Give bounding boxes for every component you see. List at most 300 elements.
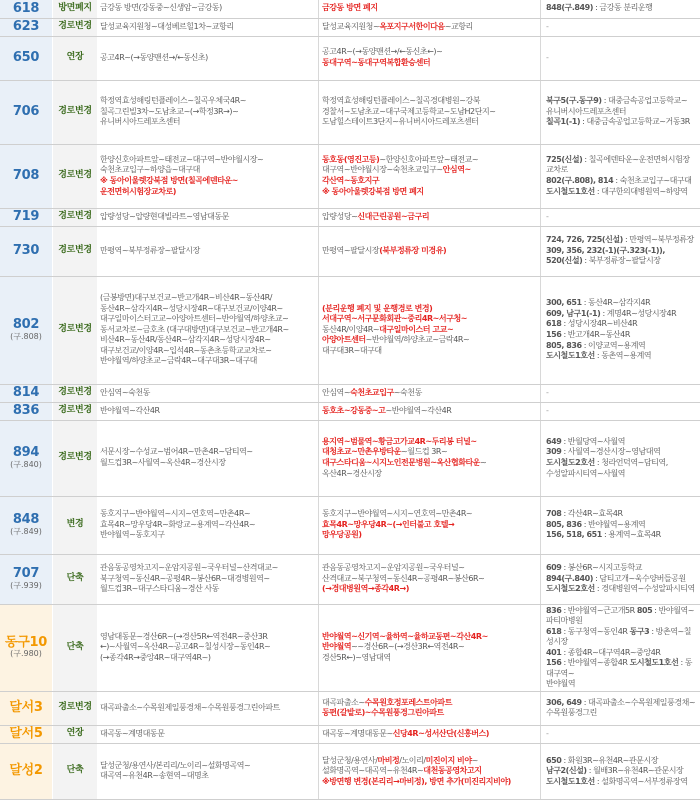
alternative-route-section: : 만평역~북부정류장 (623, 235, 694, 244)
alternative-route-section: : 반야월역~파티마병원 (546, 606, 694, 626)
change-type-cell: 변경 (53, 496, 98, 554)
route-highlight-text: 마비정 (377, 756, 399, 765)
current-route-cell (97, 725, 319, 743)
route-text: 동호지구~반야월역~시지~연호역~만촌4R~ (322, 509, 472, 518)
current-route-cell (97, 0, 319, 18)
alternative-routes-cell (541, 604, 700, 691)
route-text: ~교항리 (445, 22, 473, 31)
changed-route-cell (319, 18, 541, 36)
route-number: 707 (0, 567, 52, 581)
alternative-route-section: : 동촌역~용계역 (595, 351, 651, 360)
route-highlight-text: 반야월역 (322, 642, 351, 651)
table-row (0, 208, 700, 226)
change-type-cell: 경로변경 (53, 691, 98, 725)
route-text: ←)~사월역~옥산4R~공고4R~칠성시장~동인4R~ (100, 642, 270, 651)
current-route-cell (97, 276, 319, 384)
alternative-route-name: 836 (546, 606, 561, 615)
alternative-routes-cell (541, 554, 700, 604)
alternative-route-section: : 반야월역~용계역 (582, 520, 646, 529)
route-former-number: (구.808) (0, 333, 52, 342)
route-text: 서문시장~수성교~범어4R~만촌4R~담티역~ (100, 447, 253, 456)
alternative-route-name: 724, 726, 725(신설) (546, 235, 623, 244)
route-text: 옥산4R~경산시장 (322, 469, 382, 478)
table-row (0, 554, 700, 604)
alternative-route-section: : 반야월역~종합4R (561, 658, 629, 667)
alternative-routes-cell (541, 144, 700, 208)
route-highlight-text: 금강동 방면 폐지 (322, 3, 378, 12)
route-text: 관음동공영차고지~운암지공원~국우터널~ (322, 563, 464, 572)
alternative-routes-cell (541, 80, 700, 144)
alternative-route-name: 609, 남구1(-1) (546, 309, 600, 318)
alternative-route-section: : 대곡파출소~수목원제일풍경채~ (582, 698, 696, 707)
alternative-routes-cell (541, 725, 700, 743)
route-text: 숙천초교입구~하양읍~대구대 (100, 165, 200, 174)
changed-route-cell (319, 725, 541, 743)
route-highlight-text: 동호동(영진고등) (322, 155, 379, 164)
route-text: 안심역~숙천동 (100, 388, 150, 397)
change-type-cell: 방면폐지 (53, 0, 98, 18)
alternative-route-section: : 월배3R~유천4R~관문시장 (587, 766, 684, 775)
change-type-cell: 경로변경 (53, 208, 98, 226)
alternative-routes-cell (541, 18, 700, 36)
alternative-route-name: 894(구.840) (546, 574, 593, 583)
alternative-route-name: 650 (546, 756, 561, 765)
alternative-route-name: 156 (546, 330, 561, 339)
alternative-route-section: : 숙천초교입구~대구대 (613, 176, 691, 185)
change-type-cell: 단축 (53, 604, 98, 691)
route-number-cell (0, 208, 53, 226)
route-highlight-text: 반야월역~신기역~율하역~율하교동편~ (322, 632, 456, 641)
alternative-route-name: 649 (546, 437, 561, 446)
change-type-cell: 경로변경 (53, 80, 98, 144)
alternative-route-name: 802(구.808), 814 (546, 176, 613, 185)
route-text: (→종각4R→중앙4R~대구역4R~) (100, 653, 211, 662)
current-route-cell (97, 18, 319, 36)
route-highlight-text: 용지역~범물역~황금고가교4R~두리봉 터널~ (322, 437, 477, 446)
table-row (0, 36, 700, 80)
route-text: 달성교육지원청~대성베르힐1차~교항리 (100, 22, 234, 31)
route-text: 월드컵3R~대구스타디움~경산 사동 (100, 584, 219, 593)
alternative-route-name: 708 (546, 509, 561, 518)
route-highlight-text: ※ 동아아울렛강북점 방면 폐지 (322, 187, 424, 196)
table-row (0, 604, 700, 691)
route-text: 동호지구~반야월역~시지~연호역~만촌4R~ (100, 509, 250, 518)
table-row (0, 725, 700, 743)
route-text: 학정역효성해링턴플레이스~칠곡경대병원~강북 (322, 96, 480, 105)
table-row (0, 402, 700, 420)
alternative-route-section: : 담티고개~욱수양버들공원 (593, 574, 686, 583)
alternative-route-section: : 종합4R~대구역4R~중앙4R (561, 648, 660, 657)
table-row (0, 276, 700, 384)
route-number: 706 (0, 105, 52, 119)
current-route-cell (97, 604, 319, 691)
route-text: ~숙천동 (394, 388, 422, 397)
route-highlight-text: 옥포지구서한이다음 (379, 22, 445, 31)
route-text: 비산4R~동산4R/동산4R~삼각지4R~성당시장4R~ (100, 335, 271, 344)
route-number: 730 (0, 244, 52, 258)
route-highlight-text: 각산역~동호지구 (322, 176, 379, 185)
current-route-cell (97, 554, 319, 604)
route-highlight-text: 미진이지 비야 (426, 756, 472, 765)
alternative-route-name: 805 (637, 606, 652, 615)
route-text: 산격대교~북구청역~동신4R~공평4R~봉산6R~ (322, 574, 484, 583)
route-text: 대곡파출소~ (322, 698, 365, 707)
route-highlight-text: (북부정류장 미경유) (379, 246, 446, 255)
route-text: 칠곡그린빌3차~도남초교~(→학정3R→)~ (100, 107, 238, 116)
current-route-cell (97, 36, 319, 80)
table-row (0, 18, 700, 36)
route-highlight-text: ※방면행 변경(본리리→마비정), 방면 추가(미진리지비야) (322, 777, 511, 786)
alternative-routes-cell (541, 420, 700, 496)
route-highlight-text: (분리운행 폐지 및 운행경로 변경) (322, 304, 432, 313)
route-number: 814 (0, 386, 52, 400)
changed-route-cell (319, 496, 541, 554)
route-text: 도남힐스테이트3단지~유니버시아드레포츠센터 (322, 117, 478, 126)
alternative-route-name: 306, 649 (546, 698, 582, 707)
alternative-route-section: : 금강동 분리운행 (593, 3, 652, 12)
route-highlight-text: ※ 동아이울렛강북점 방면(칠곡에덴타운~ (100, 176, 238, 185)
route-highlight-text: 대구일마이스터 고교~ (379, 325, 453, 334)
alternative-route-name: 도시철도1호선 (630, 658, 679, 667)
alternative-routes-cell (541, 276, 700, 384)
changed-route-cell (319, 226, 541, 276)
route-highlight-text: 운전면허시험장교차로) (100, 187, 176, 196)
changed-route-cell (319, 80, 541, 144)
route-text: 동서교차로~금호초 (대구대방면)대구보건교~반고개4R~ (100, 325, 289, 334)
route-highlight-text: 효목4R~망우당4R~(→인터불고 호텔→ (322, 520, 454, 529)
route-text: 경산5R←)~영남대역 (322, 653, 391, 662)
table-row (0, 144, 700, 208)
route-number: 650 (0, 51, 52, 65)
route-text: 달성군청/용연사/본리리/노이리~설화명곡역~ (100, 761, 250, 770)
alternative-route-name: 401 (546, 648, 561, 657)
table-row (0, 420, 700, 496)
change-type-cell: 경로변경 (53, 226, 98, 276)
alternative-route-section: : 대구한의대병원역~하양역 (595, 187, 688, 196)
route-former-number: (구.980) (0, 650, 52, 659)
alternative-route-name: 동구3 (630, 627, 650, 636)
route-text: 유니버시아드레포츠센터 (100, 117, 180, 126)
changed-route-cell (319, 144, 541, 208)
route-highlight-text: 신대근린공원~금구리 (357, 212, 429, 221)
route-number: 동구10 (0, 636, 52, 650)
change-type-cell: 경로변경 (53, 384, 98, 402)
table-row (0, 496, 700, 554)
route-number: 623 (0, 20, 52, 34)
route-number-cell (0, 0, 53, 18)
alternative-route-section: : 경대병원역~수성알파시티역 (595, 584, 695, 593)
route-text: 영남대동문~경산6R~(→경산5R←역전4R~중산3R (100, 632, 268, 641)
alternative-route-name: 도시철도1호선 (546, 351, 595, 360)
route-text: 효목4R~망우당4R~화랑교~용계역~각산4R~ (100, 520, 255, 529)
alternative-routes-cell (541, 0, 700, 18)
changed-route-cell (319, 554, 541, 604)
route-text: 학정역효성해링턴플레이스~칠곡우체국4R~ (100, 96, 246, 105)
route-number-cell (0, 604, 53, 691)
alternative-route-section: : 사월역~경산시장~영남대역 (561, 447, 660, 456)
current-route-cell (97, 691, 319, 725)
table-row (0, 743, 700, 799)
alternative-route-name: 300, 651 (546, 298, 582, 307)
alternative-route-section: 수성알파시티역~사월역 (546, 469, 625, 478)
alternative-route-name: 618 (546, 319, 561, 328)
alternative-route-name: 309, 356, 232(-1)(구.323(-1)), (546, 246, 665, 255)
route-number: 708 (0, 169, 52, 183)
table-row (0, 80, 700, 144)
route-number-cell (0, 36, 53, 80)
alternative-route-section: - (546, 22, 548, 31)
route-number-cell (0, 80, 53, 144)
alternative-route-section: : 계명4R~성당시장4R (600, 309, 676, 318)
route-text: ~반야월역~각산4R (385, 406, 451, 415)
route-number: 848 (0, 513, 52, 527)
alternative-route-section: : 반월당역~사월역 (561, 437, 625, 446)
route-number: 618 (0, 2, 52, 16)
alternative-routes-cell (541, 226, 700, 276)
route-number-cell (0, 384, 53, 402)
route-text: 반야월역~동호지구 (100, 530, 164, 539)
route-number: 802 (0, 318, 52, 332)
alternative-route-name: 805, 836 (546, 520, 582, 529)
changed-route-cell (319, 420, 541, 496)
changed-route-cell (319, 36, 541, 80)
current-route-cell (97, 384, 319, 402)
alternative-route-name: 520(신설) (546, 256, 582, 265)
route-number-cell (0, 554, 53, 604)
route-text: 대구보건교/이양4R~입석4R~동촌초등학교교차로~ (100, 346, 272, 355)
alternative-route-name: 남구2(신설) (546, 766, 587, 775)
route-number-cell (0, 496, 53, 554)
route-highlight-text: 대청초교~만촌우방타운 (322, 447, 401, 456)
current-route-cell (97, 208, 319, 226)
route-text: 안심역~ (322, 388, 350, 397)
change-type-cell: 경로변경 (53, 420, 98, 496)
change-type-cell: 연장 (53, 725, 98, 743)
alternative-route-name: 도시철도1호선 (546, 777, 595, 786)
route-highlight-text: 동호초~강동중~고 (322, 406, 385, 415)
route-text: 경찰서~도남초교~대구국제고등학교~도남H2단지~ (322, 107, 496, 116)
route-highlight-text: 숙천초교입구 (350, 388, 394, 397)
route-text: 대곡파출소~수목원제일풍경채~수목원풍경그린아파트 (100, 703, 280, 712)
table-row (0, 0, 700, 18)
route-text: 달성군청/용연사/ (322, 756, 377, 765)
alternative-route-name: 북구5(구.동구9) (546, 96, 602, 105)
alternative-route-section: : 용계역~효목4R (602, 530, 661, 539)
alternative-route-section: : 이양교역~용계역 (582, 341, 646, 350)
route-text: ~반야월역/하양초교~금락4R~ (366, 335, 470, 344)
alternative-routes-cell (541, 496, 700, 554)
route-former-number: (구.939) (0, 582, 52, 591)
route-text: 압량성당~압량현대빌라트~영남대동문 (100, 212, 229, 221)
route-highlight-text: 동대구역~동대구역복합환승센터 (322, 58, 430, 67)
changed-route-cell (319, 276, 541, 384)
alternative-route-section: 유니버시아드레포츠센터 (546, 107, 626, 116)
route-text: 만평역~팔달시장 (322, 246, 379, 255)
alternative-route-name: 도시철도2호선 (546, 584, 595, 593)
route-text: 반야월역~각산4R (100, 406, 160, 415)
alternative-route-name: 도시철도1호선 (546, 187, 595, 196)
alternative-route-section: 수목원풍경그린 (546, 708, 597, 717)
route-highlight-text: 각산4R~ (456, 632, 488, 641)
route-number: 719 (0, 210, 52, 224)
route-text: 동산4R~삼각지4R~성당시장4R~대구보건교/이양4R~ (100, 304, 283, 313)
alternative-route-name: 칠곡1(-1) (546, 117, 580, 126)
route-text: 월드컵3R~사월역~옥산4R~경산시장 (100, 458, 226, 467)
alternative-route-name: 805, 836 (546, 341, 582, 350)
route-number: 836 (0, 404, 52, 418)
alternative-route-section: : 동구청역~동인4R (561, 627, 629, 636)
changed-route-cell (319, 743, 541, 799)
route-text: 대구대3R~대구대 (322, 346, 382, 355)
alternative-route-section: : 반야월역~근고개5R (561, 606, 636, 615)
alternative-route-section: : 청라언덕역~담티역, (595, 458, 668, 467)
alternative-route-section: - (546, 388, 548, 397)
route-number: 894 (0, 446, 52, 460)
alternative-route-section: : 화원3R~유천4R~관문시장 (561, 756, 658, 765)
route-number-cell (0, 725, 53, 743)
alternative-route-section: : 각산4R~효목4R (561, 509, 622, 518)
table-row (0, 226, 700, 276)
change-type-cell: 경로변경 (53, 276, 98, 384)
route-highlight-text: 망우당공원) (322, 530, 362, 539)
route-number-cell (0, 743, 53, 799)
route-text: 공고4R~(→동양맨션→/←동신초) (100, 53, 208, 62)
route-text: ~한양신호아파트앞~태전교~ (379, 155, 478, 164)
changed-route-cell (319, 691, 541, 725)
alternative-route-name: 156, 518, 651 (546, 530, 602, 539)
route-text: ~ (480, 458, 486, 467)
route-text: 대구역~반야월시장~숙천초교입구~ (322, 165, 443, 174)
alternative-routes-cell (541, 743, 700, 799)
route-text: (금봉방면)대구보건교~반고개4R~비산4R~동산4R/ (100, 293, 272, 302)
route-highlight-text: (→경대병원역→종각4R→) (322, 584, 409, 593)
route-text: 한양신호아파트앞~태전교~대구역~반야월시장~ (100, 155, 263, 164)
route-number-cell (0, 420, 53, 496)
alternative-route-name: 도시철도2호선 (546, 458, 595, 467)
route-text: 반야월역/하양초교~금락4R~대구대3R~대구대 (100, 356, 257, 365)
route-text: 공고4R~(→동양맨션→/←동신초←)~ (322, 47, 442, 56)
route-text: 달성교육지원청~ (322, 22, 379, 31)
alternative-route-name: 309 (546, 447, 561, 456)
route-text: 북구청역~동신4R~공평4R~봉산6R~대경병원역~ (100, 574, 270, 583)
alternative-route-section: - (546, 212, 548, 221)
current-route-cell (97, 402, 319, 420)
route-number: 달서3 (0, 701, 52, 715)
route-highlight-text: 신당4R~성서산단(신흥버스) (393, 729, 489, 738)
alternative-route-section: : 동산4R~삼각지4R (582, 298, 651, 307)
current-route-cell (97, 226, 319, 276)
alternative-routes-cell (541, 691, 700, 725)
route-text: ~~경산6R~(→경산3R←역전4R~ (351, 642, 464, 651)
alternative-route-name: 156 (546, 658, 561, 667)
route-number-cell (0, 226, 53, 276)
route-number: 달성2 (0, 764, 52, 778)
route-text: 만평역~북부정류장~팔달시장 (100, 246, 200, 255)
alternative-route-section: : 성당시장4R~비산4R (561, 319, 637, 328)
current-route-cell (97, 496, 319, 554)
change-type-cell: 연장 (53, 36, 98, 80)
alternative-route-section: : 설화명곡역~서부정류장역 (595, 777, 688, 786)
current-route-cell (97, 144, 319, 208)
route-text: ~월드컵 3R~ (401, 447, 447, 456)
alternative-route-section: : 대중금속공업고등학교~ (602, 96, 687, 105)
route-highlight-text: 아양아트센터 (322, 335, 366, 344)
alternative-route-name: 618 (546, 627, 561, 636)
current-route-cell (97, 420, 319, 496)
route-number-cell (0, 402, 53, 420)
alternative-route-section: : 칠곡에덴타운~운전면허시험장 (582, 155, 689, 164)
change-type-cell: 단축 (53, 554, 98, 604)
alternative-route-section: : 반고개4R~동산4R (561, 330, 630, 339)
alternative-route-section: 반야월역 (546, 679, 575, 688)
route-highlight-text: 서대구역~서구문화회관~중리4R~서구청~ (322, 314, 467, 323)
alternative-route-name: 848(구.849) (546, 3, 593, 12)
alternative-route-name: 725(신설) (546, 155, 582, 164)
table-row (0, 384, 700, 402)
changed-route-cell (319, 0, 541, 18)
route-highlight-text: 수목원호정포레스트아파트 (365, 698, 452, 707)
alternative-routes-cell (541, 384, 700, 402)
alternative-route-section: - (546, 729, 548, 738)
route-number-cell (0, 18, 53, 36)
alternative-route-section: : 북부정류장~팔달시장 (582, 256, 660, 265)
route-highlight-text: 안심역~ (443, 165, 471, 174)
alternative-route-section: : 방촌역~칠성시장 (546, 627, 691, 647)
route-number: 달서5 (0, 727, 52, 741)
alternative-route-section: 교차로 (546, 165, 568, 174)
route-highlight-text: 대천동공영차고지 (423, 766, 481, 775)
alternative-routes-cell (541, 36, 700, 80)
route-text: 압량성당~ (322, 212, 357, 221)
route-text: ~ (472, 756, 478, 765)
changed-route-cell (319, 208, 541, 226)
route-number-cell (0, 691, 53, 725)
alternative-route-section: - (546, 53, 548, 62)
route-highlight-text: 대구스타디움~시지노인전문병원~옥산협화타운 (322, 458, 480, 467)
changed-route-cell (319, 604, 541, 691)
route-text: 대곡역~유천4R~송현역~대명초 (100, 771, 209, 780)
route-text: 대구일마이스터고교~아양아트센터~반야월역/하양초교~ (100, 314, 288, 323)
changed-route-cell (319, 402, 541, 420)
change-type-cell: 경로변경 (53, 18, 98, 36)
route-text: 관음동공영차고지~운암지공원~국우터널~산격대교~ (100, 563, 278, 572)
current-route-cell (97, 743, 319, 799)
changed-route-cell (319, 384, 541, 402)
route-number-cell (0, 144, 53, 208)
current-route-cell (97, 80, 319, 144)
route-text: 대곡동~계명대동문 (100, 729, 164, 738)
alternative-route-section: : 동대구역~ (546, 658, 692, 678)
alternative-route-section: - (546, 406, 548, 415)
route-highlight-text: 동편(갈밭로)~수목원풍경그린아파트 (322, 708, 444, 717)
route-text: 동산4R/이양4R~ (322, 325, 379, 334)
table-row (0, 691, 700, 725)
route-text: 금강동 방면(강동중~신생암~금강동) (100, 3, 222, 12)
route-former-number: (구.840) (0, 461, 52, 470)
alternative-route-section: : 봉산6R~시지고등학교 (561, 563, 642, 572)
route-number-cell (0, 276, 53, 384)
change-type-cell: 경로변경 (53, 144, 98, 208)
change-type-cell: 경로변경 (53, 402, 98, 420)
change-type-cell: 단축 (53, 743, 98, 799)
route-former-number: (구.849) (0, 528, 52, 537)
route-text: 설화명곡역~대곡역~유천4R~ (322, 766, 423, 775)
route-text: 대곡동~계명대동문~ (322, 729, 393, 738)
alternative-routes-cell (541, 208, 700, 226)
route-text: /노이리/ (399, 756, 425, 765)
alternative-route-name: 609 (546, 563, 561, 572)
alternative-route-section: : 대중금속공업고등학교~거동3R (580, 117, 690, 126)
